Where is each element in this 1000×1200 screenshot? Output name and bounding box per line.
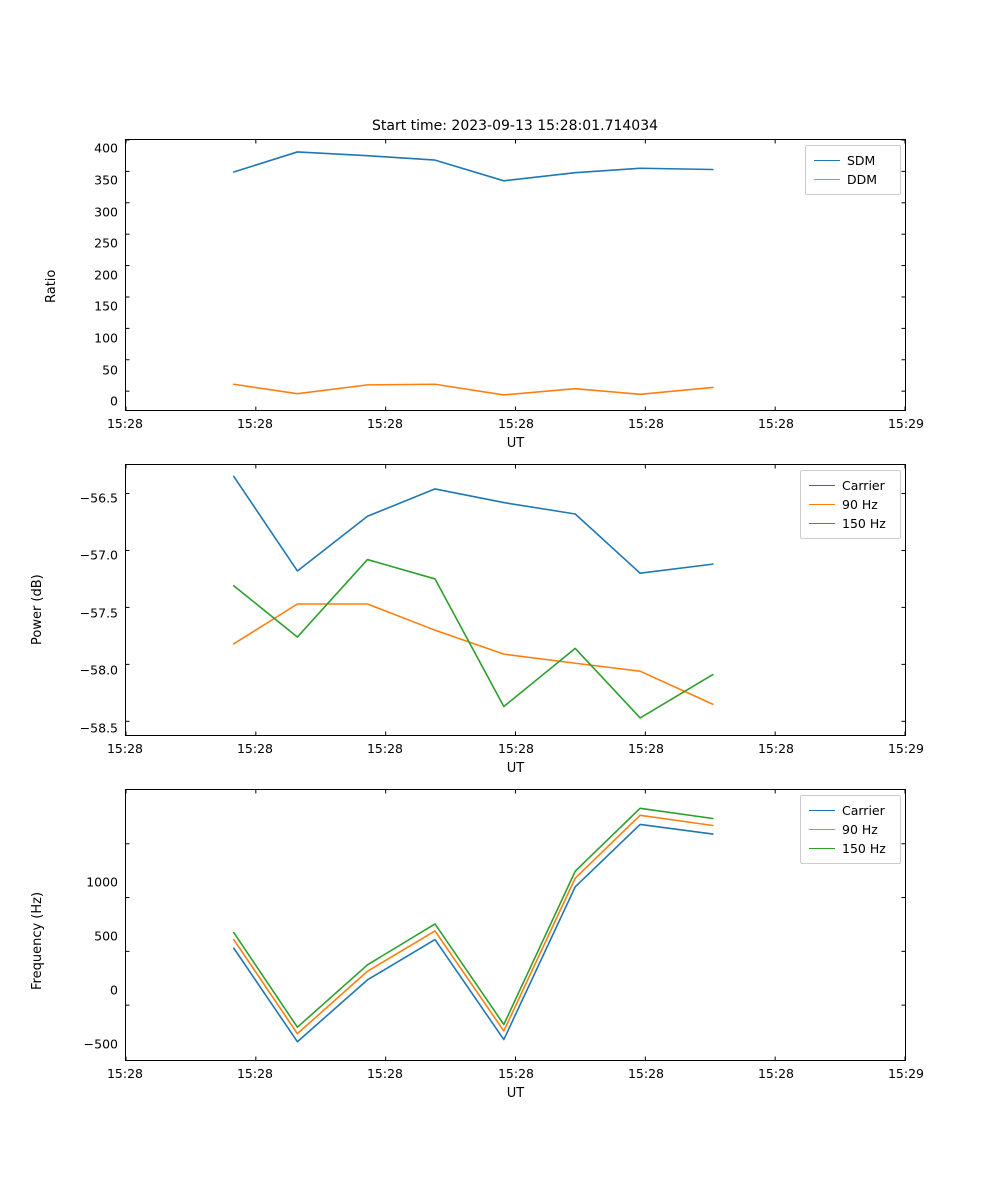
legend-label: DDM (847, 172, 878, 187)
xtick-label: 15:28 (106, 416, 144, 431)
ytick-label: −57.0 (79, 547, 118, 563)
xtick-label: 15:28 (497, 416, 535, 431)
legend-power[interactable] (800, 470, 901, 539)
ytick-label: 50 (102, 362, 118, 378)
ytick-label: 300 (94, 204, 118, 220)
ytick-label: 1000 (86, 874, 118, 890)
legend-swatch-carrier (809, 485, 835, 486)
legend-item[interactable] (814, 170, 892, 189)
plot-area-power (126, 465, 905, 735)
legend-label: SDM (847, 153, 876, 168)
yaxis-label: Power (dB) (30, 574, 45, 645)
plot-area-frequency (126, 790, 905, 1060)
legend-label: 90 Hz (842, 497, 878, 512)
xtick-label: 15:28 (106, 1066, 144, 1081)
xtick-label: 15:28 (497, 1066, 535, 1081)
xtick-label: 15:28 (497, 741, 535, 756)
legend-item[interactable] (809, 514, 892, 533)
ytick-label: 200 (94, 267, 118, 283)
axes-ratio (125, 139, 906, 411)
xtick-label: 15:28 (627, 416, 665, 431)
ytick-label: 350 (94, 172, 118, 188)
panel-power (0, 450, 1000, 825)
legend-label: Carrier (842, 803, 885, 818)
ytick-label: −500 (83, 1036, 118, 1052)
axes-power (125, 464, 906, 736)
ytick-label: −58.5 (79, 720, 118, 736)
ytick-label: 150 (94, 298, 118, 314)
xaxis-label: UT (506, 1086, 525, 1101)
xtick-label: 15:28 (627, 741, 665, 756)
legend-item[interactable] (809, 495, 892, 514)
panel-frequency (0, 775, 1000, 1200)
legend-label: 150 Hz (842, 841, 886, 856)
legend-swatch-carrier (809, 810, 835, 811)
xtick-label: 15:29 (887, 1066, 925, 1081)
ytick-label: 100 (94, 330, 118, 346)
legend-label: 150 Hz (842, 516, 886, 531)
xaxis-label: UT (506, 761, 525, 776)
xtick-label: 15:28 (366, 741, 404, 756)
panel-ratio (0, 0, 1000, 450)
legend-swatch-ddm (814, 179, 840, 180)
yaxis-label: Frequency (Hz) (30, 891, 45, 990)
ytick-label: 0 (110, 982, 118, 998)
ytick-label: −57.5 (79, 605, 118, 621)
legend-item[interactable] (809, 839, 892, 858)
ytick-label: 250 (94, 235, 118, 251)
xtick-label: 15:28 (757, 1066, 795, 1081)
xaxis-label: UT (506, 436, 525, 451)
xtick-label: 15:28 (106, 741, 144, 756)
xtick-label: 15:28 (236, 1066, 274, 1081)
legend-item[interactable] (809, 801, 892, 820)
legend-frequency[interactable] (800, 795, 901, 864)
legend-swatch-150hz (809, 523, 835, 524)
legend-swatch-150hz (809, 848, 835, 849)
xtick-label: 15:28 (757, 416, 795, 431)
xtick-label: 15:29 (887, 741, 925, 756)
plot-area-ratio (126, 140, 905, 410)
xtick-label: 15:28 (627, 1066, 665, 1081)
legend-item[interactable] (814, 151, 892, 170)
xtick-label: 15:28 (757, 741, 795, 756)
yaxis-label: Ratio (44, 269, 59, 303)
ytick-label: 0 (110, 393, 118, 409)
ytick-label: 400 (94, 140, 118, 156)
legend-swatch-90hz (809, 829, 835, 830)
xtick-label: 15:28 (366, 1066, 404, 1081)
legend-swatch-90hz (809, 504, 835, 505)
axes-frequency (125, 789, 906, 1061)
xtick-label: 15:28 (236, 741, 274, 756)
legend-item[interactable] (809, 820, 892, 839)
legend-swatch-sdm (814, 160, 840, 161)
legend-item[interactable] (809, 476, 892, 495)
xtick-label: 15:28 (236, 416, 274, 431)
legend-ratio[interactable] (805, 145, 901, 195)
xtick-label: 15:29 (887, 416, 925, 431)
ytick-label: 500 (94, 928, 118, 944)
ytick-label: −58.0 (79, 662, 118, 678)
legend-label: 90 Hz (842, 822, 878, 837)
chart-title: Start time: 2023-09-13 15:28:01.714034 (371, 118, 659, 134)
xtick-label: 15:28 (366, 416, 404, 431)
ytick-label: −56.5 (79, 490, 118, 506)
legend-label: Carrier (842, 478, 885, 493)
